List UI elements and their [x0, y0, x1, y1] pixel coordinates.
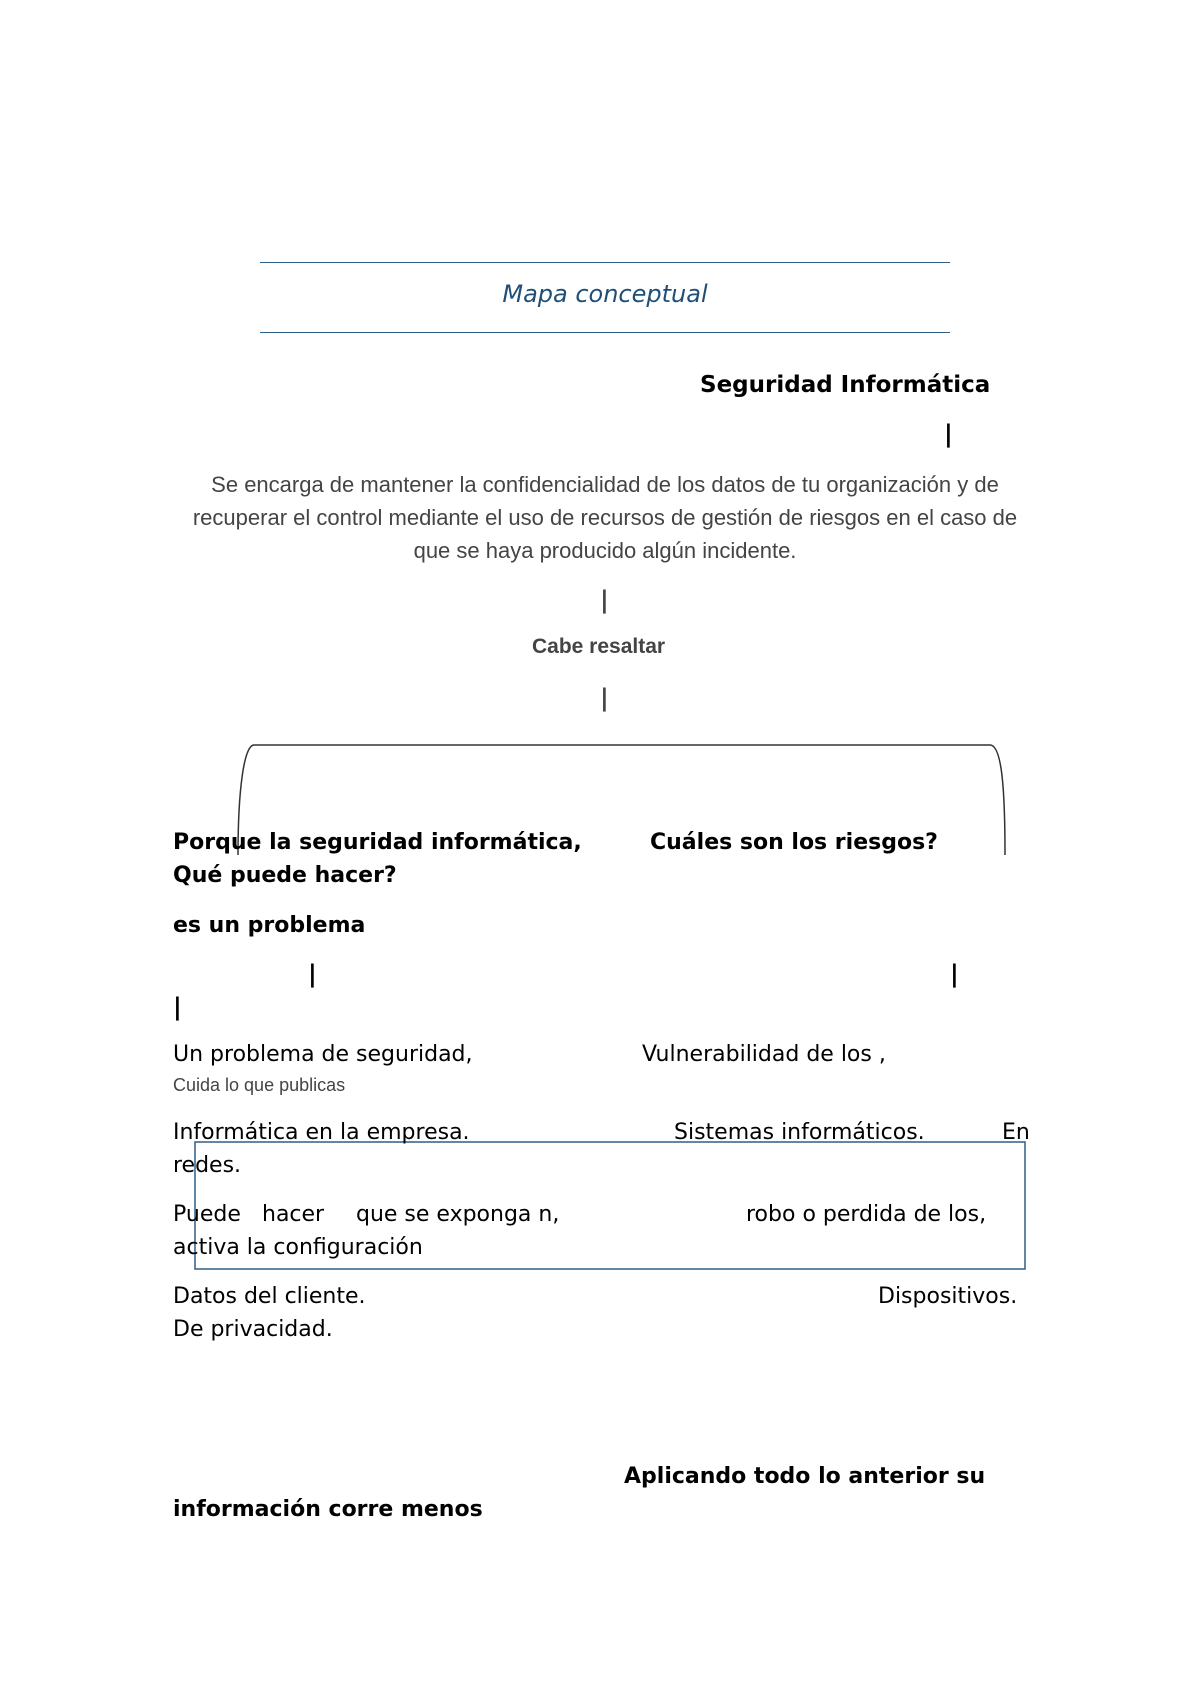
- definition-text: Se encarga de mantener la confidencialidad de los datos de tu organización y de recuperar el control mediante el uso de recursos de gestión de riesgos en el caso de que se haya producido algún incidente.: [192, 472, 1018, 563]
- row2-mid: Sistemas informáticos.: [674, 1120, 925, 1145]
- document-title: Mapa conceptual: [502, 280, 708, 308]
- connector-3: |: [600, 684, 609, 712]
- row3-cont: activa la configuración: [173, 1235, 423, 1260]
- main-topic: Seguridad Informática: [700, 372, 991, 398]
- row1-left: Un problema de seguridad,: [173, 1042, 473, 1067]
- row2-left: Informática en la empresa.: [173, 1120, 470, 1145]
- connector-2: |: [600, 586, 609, 614]
- row1-right: Vulnerabilidad de los ,: [642, 1042, 886, 1067]
- connector-5: |: [950, 960, 959, 988]
- conclusion-line2: información corre menos: [173, 1497, 483, 1522]
- row2-cont: redes.: [173, 1153, 242, 1178]
- conclusion-line1: Aplicando todo lo anterior su: [624, 1464, 986, 1489]
- row1-small: Cuida lo que publicas: [173, 1075, 346, 1095]
- connector-1: |: [944, 420, 953, 448]
- connector-6: |: [173, 993, 182, 1021]
- row4-cont: De privacidad.: [173, 1317, 333, 1342]
- row4-left: Datos del cliente.: [173, 1284, 366, 1309]
- question-why: Porque la seguridad informática,: [173, 830, 582, 855]
- row2-right: En: [1002, 1120, 1030, 1145]
- row4-right: Dispositivos.: [878, 1284, 1018, 1309]
- highlight-label: Cabe resaltar: [532, 635, 666, 658]
- question-risks: Cuáles son los riesgos?: [650, 830, 938, 855]
- connector-4: |: [308, 960, 317, 988]
- row3-b: hacer: [262, 1202, 325, 1227]
- question-why-cont: es un problema: [173, 913, 366, 938]
- row3-a: Puede: [173, 1202, 241, 1227]
- row3-d: robo o perdida de los,: [746, 1202, 987, 1227]
- question-what: Qué puede hacer?: [173, 863, 397, 888]
- row3-c: que se exponga n,: [356, 1202, 560, 1227]
